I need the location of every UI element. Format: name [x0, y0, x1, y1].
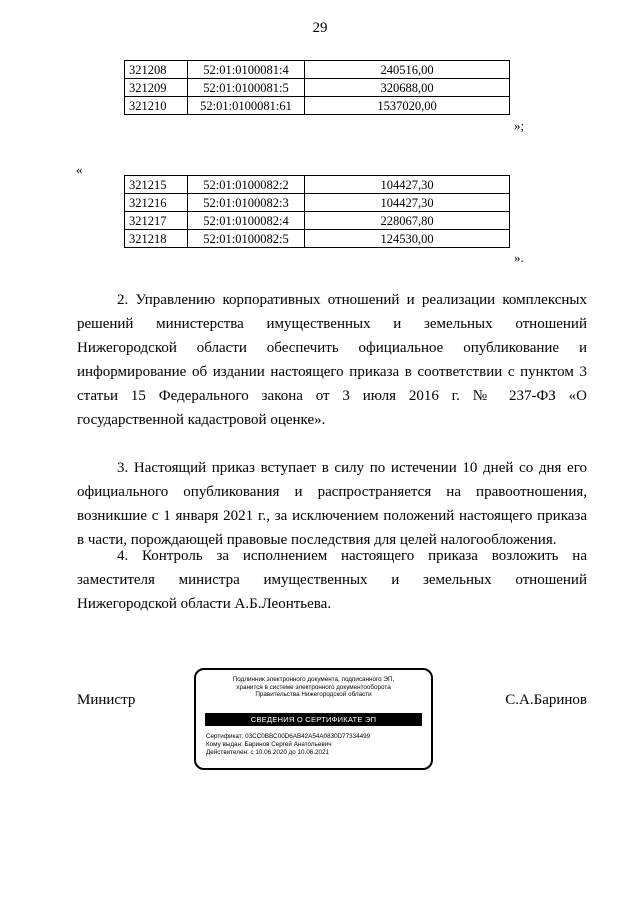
- cadastral-value-cell: 104427,30: [305, 176, 510, 194]
- cadastral-number-cell: 52:01:0100082:3: [188, 194, 305, 212]
- paragraph-2: 2. Управлению корпоративных отношений и реализации комплексных решений министерства имущественных и земельных отношений Нижегородской области обеспечить официальное опубликование и информирование об издании настоящего приказа в соответствии с пунктом 3 статьи 15 Федерального закона от 3 июля 2016 г. № 237-ФЗ «О государственной кадастровой оценке».: [77, 292, 587, 428]
- signer-name: С.А.Баринов: [505, 692, 587, 708]
- record-number-cell: 321215: [125, 176, 188, 194]
- cadastral-number-cell: 52:01:0100082:4: [188, 212, 305, 230]
- cadastral-table-1: [124, 60, 510, 115]
- cadastral-value-cell: 240516,00: [305, 61, 510, 79]
- record-number-cell: 321216: [125, 194, 188, 212]
- table-row: [125, 61, 510, 79]
- record-number-cell: 321209: [125, 79, 188, 97]
- page-number: 29: [312, 20, 328, 36]
- paragraph-3: 3. Настоящий приказ вступает в силу по истечении 10 дней со дня его официального опубликования и распространяется на правоотношения, возникшие с 1 января 2021 г., за исключением положений настоящего приказа в части, порождающей правовые последствия для целей налогообложения.: [77, 460, 587, 548]
- record-number-cell: 321217: [125, 212, 188, 230]
- table-row: [125, 97, 510, 115]
- stamp-title-bar: СВЕДЕНИЯ О СЕРТИФИКАТЕ ЭП: [205, 713, 422, 726]
- cadastral-value-cell: 104427,30: [305, 194, 510, 212]
- cadastral-number-cell: 52:01:0100081:4: [188, 61, 305, 79]
- stamp-header-line: Правительства Нижегородской области: [255, 691, 372, 699]
- stamp-header-line: хранится в системе электронного документооборота: [236, 683, 391, 691]
- cadastral-value-cell: 228067,80: [305, 212, 510, 230]
- cadastral-number-cell: 52:01:0100081:61: [188, 97, 305, 115]
- certificate-holder: Кому выдан: Баринов Сергей Анатольевич: [206, 741, 332, 748]
- table-row: [125, 176, 510, 194]
- stamp-header-line: Подлинник электронного документа, подписанного ЭП,: [232, 676, 395, 683]
- cadastral-value-cell: 1537020,00: [305, 97, 510, 115]
- closing-quote-mark: »;: [514, 118, 525, 133]
- stamp-details: [206, 733, 370, 757]
- opening-quote-mark: «: [76, 162, 83, 177]
- signer-position: Министр: [77, 692, 136, 708]
- record-number-cell: 321210: [125, 97, 188, 115]
- cadastral-number-cell: 52:01:0100081:5: [188, 79, 305, 97]
- cadastral-table-2: [124, 175, 510, 248]
- stamp-header: [196, 676, 431, 699]
- table-row: [125, 79, 510, 97]
- cadastral-number-cell: 52:01:0100082:5: [188, 230, 305, 248]
- cadastral-value-cell: 320688,00: [305, 79, 510, 97]
- record-number-cell: 321208: [125, 61, 188, 79]
- table-row: [125, 230, 510, 248]
- table-row: [125, 212, 510, 230]
- cadastral-number-cell: 52:01:0100082:2: [188, 176, 305, 194]
- certificate-validity: Действителен: с 10.06.2020 до 10.06.2021: [206, 749, 330, 756]
- closing-quote-mark: ».: [514, 250, 524, 265]
- paragraph-4: 4. Контроль за исполнением настоящего приказа возложить на заместителя министра имущественных и земельных отношений Нижегородской области А.Б.Леонтьева.: [77, 548, 587, 612]
- cadastral-value-cell: 124530,00: [305, 230, 510, 248]
- record-number-cell: 321218: [125, 230, 188, 248]
- table-row: [125, 194, 510, 212]
- e-signature-stamp: [194, 668, 433, 770]
- certificate-number: Сертификат: 03CC0BBC00D6AB42A54A0830D77334499: [206, 733, 371, 740]
